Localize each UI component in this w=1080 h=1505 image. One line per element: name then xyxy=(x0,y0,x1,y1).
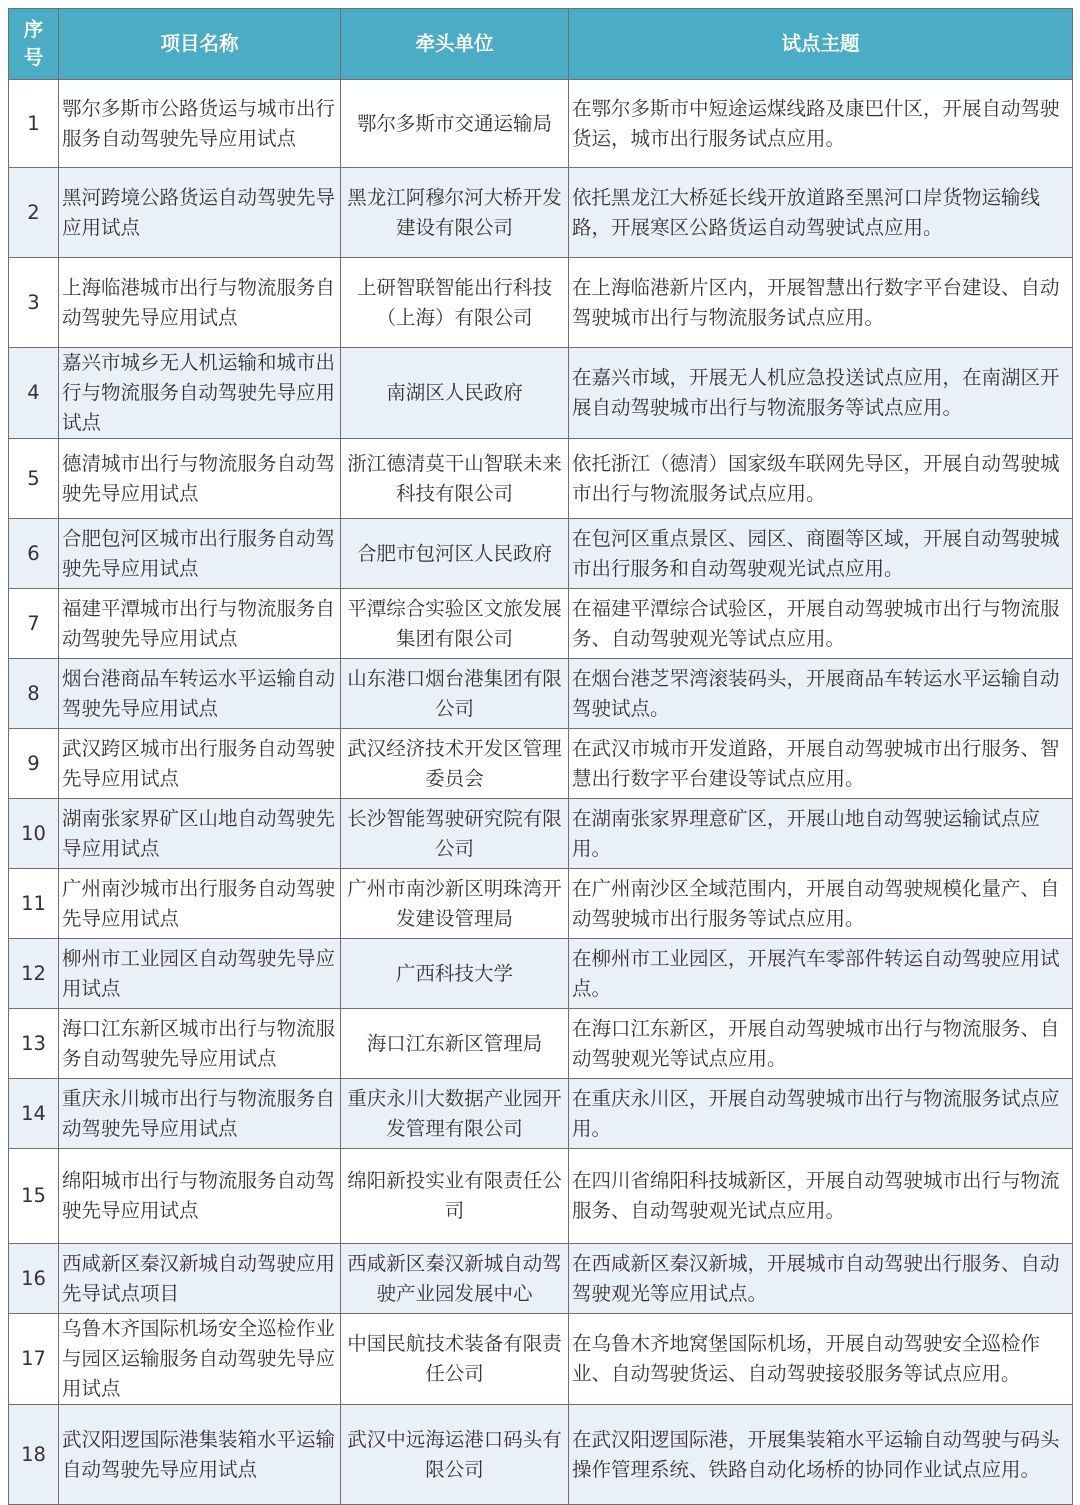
cell-pilot-theme: 在湖南张家界理意矿区，开展山地自动驾驶运输试点应用。 xyxy=(569,799,1073,869)
table-row xyxy=(9,1405,1073,1505)
table-row xyxy=(9,1009,1073,1079)
cell-lead-unit: 西咸新区秦汉新城自动驾驶产业园发展中心 xyxy=(341,1244,569,1314)
cell-lead-unit: 南湖区人民政府 xyxy=(341,348,569,439)
cell-pilot-theme: 在包河区重点景区、园区、商圈等区域，开展自动驾驶城市出行服务和自动驾驶观光试点应用。 xyxy=(569,519,1073,589)
cell-project-name: 柳州市工业园区自动驾驶先导应用试点 xyxy=(59,939,341,1009)
cell-pilot-theme: 在乌鲁木齐地窝堡国际机场，开展自动驾驶安全巡检作业、自动驾驶货运、自动驾驶接驳服务等试点应用。 xyxy=(569,1314,1073,1405)
cell-project-name: 上海临港城市出行与物流服务自动驾驶先导应用试点 xyxy=(59,258,341,348)
cell-lead-unit: 广州市南沙新区明珠湾开发建设管理局 xyxy=(341,869,569,939)
cell-project-name: 绵阳城市出行与物流服务自动驾驶先导应用试点 xyxy=(59,1149,341,1244)
table-row xyxy=(9,939,1073,1009)
cell-lead-unit: 平潭综合实验区文旅发展集团有限公司 xyxy=(341,589,569,659)
table-row xyxy=(9,729,1073,799)
cell-serial-number: 15 xyxy=(9,1149,59,1244)
table-row xyxy=(9,1314,1073,1405)
cell-serial-number: 16 xyxy=(9,1244,59,1314)
cell-pilot-theme: 在四川省绵阳科技城新区，开展自动驾驶城市出行与物流服务、自动驾驶观光试点应用。 xyxy=(569,1149,1073,1244)
cell-lead-unit: 重庆永川大数据产业园开发管理有限公司 xyxy=(341,1079,569,1149)
cell-project-name: 福建平潭城市出行与物流服务自动驾驶先导应用试点 xyxy=(59,589,341,659)
table-body xyxy=(9,80,1073,1505)
cell-pilot-theme: 依托黑龙江大桥延长线开放道路至黑河口岸货物运输线路，开展寒区公路货运自动驾驶试点应用。 xyxy=(569,168,1073,258)
cell-project-name: 烟台港商品车转运水平运输自动驾驶先导应用试点 xyxy=(59,659,341,729)
cell-project-name: 合肥包河区城市出行服务自动驾驶先导应用试点 xyxy=(59,519,341,589)
table-row xyxy=(9,1149,1073,1244)
cell-lead-unit: 广西科技大学 xyxy=(341,939,569,1009)
header-lead-unit: 牵头单位 xyxy=(341,9,569,80)
cell-project-name: 嘉兴市城乡无人机运输和城市出行与物流服务自动驾驶先导应用试点 xyxy=(59,348,341,439)
table-row xyxy=(9,869,1073,939)
cell-lead-unit: 武汉中远海运港口码头有限公司 xyxy=(341,1405,569,1505)
cell-serial-number: 13 xyxy=(9,1009,59,1079)
cell-pilot-theme: 在重庆永川区，开展自动驾驶城市出行与物流服务试点应用。 xyxy=(569,1079,1073,1149)
cell-serial-number: 14 xyxy=(9,1079,59,1149)
cell-serial-number: 9 xyxy=(9,729,59,799)
cell-pilot-theme: 在武汉市城市开发道路，开展自动驾驶城市出行服务、智慧出行数字平台建设等试点应用。 xyxy=(569,729,1073,799)
cell-serial-number: 2 xyxy=(9,168,59,258)
cell-serial-number: 12 xyxy=(9,939,59,1009)
table-row xyxy=(9,439,1073,519)
table-row xyxy=(9,80,1073,168)
table-row xyxy=(9,258,1073,348)
cell-project-name: 重庆永川城市出行与物流服务自动驾驶先导应用试点 xyxy=(59,1079,341,1149)
cell-serial-number: 3 xyxy=(9,258,59,348)
cell-pilot-theme: 在烟台港芝罘湾滚装码头，开展商品车转运水平运输自动驾驶试点。 xyxy=(569,659,1073,729)
cell-serial-number: 17 xyxy=(9,1314,59,1405)
cell-project-name: 黑河跨境公路货运自动驾驶先导应用试点 xyxy=(59,168,341,258)
header-pilot-theme: 试点主题 xyxy=(569,9,1073,80)
table-row xyxy=(9,1244,1073,1314)
cell-pilot-theme: 在鄂尔多斯市中短途运煤线路及康巴什区，开展自动驾驶货运，城市出行服务试点应用。 xyxy=(569,80,1073,168)
cell-project-name: 西咸新区秦汉新城自动驾驶应用先导试点项目 xyxy=(59,1244,341,1314)
cell-pilot-theme: 在西咸新区秦汉新城，开展城市自动驾驶出行服务、自动驾驶观光等应用试点。 xyxy=(569,1244,1073,1314)
cell-lead-unit: 鄂尔多斯市交通运输局 xyxy=(341,80,569,168)
cell-project-name: 武汉阳逻国际港集装箱水平运输自动驾驶先导应用试点 xyxy=(59,1405,341,1505)
cell-lead-unit: 上研智联智能出行科技（上海）有限公司 xyxy=(341,258,569,348)
cell-pilot-theme: 在福建平潭综合试验区，开展自动驾驶城市出行与物流服务、自动驾驶观光等试点应用。 xyxy=(569,589,1073,659)
cell-serial-number: 5 xyxy=(9,439,59,519)
cell-lead-unit: 长沙智能驾驶研究院有限公司 xyxy=(341,799,569,869)
cell-serial-number: 18 xyxy=(9,1405,59,1505)
table-row xyxy=(9,589,1073,659)
table-row xyxy=(9,519,1073,589)
table-row xyxy=(9,659,1073,729)
pilot-projects-table xyxy=(8,8,1073,1505)
cell-project-name: 乌鲁木齐国际机场安全巡检作业与园区运输服务自动驾驶先导应用试点 xyxy=(59,1314,341,1405)
cell-lead-unit: 武汉经济技术开发区管理委员会 xyxy=(341,729,569,799)
cell-serial-number: 10 xyxy=(9,799,59,869)
table-row xyxy=(9,1079,1073,1149)
cell-serial-number: 6 xyxy=(9,519,59,589)
cell-project-name: 海口江东新区城市出行与物流服务自动驾驶先导应用试点 xyxy=(59,1009,341,1079)
cell-pilot-theme: 在武汉阳逻国际港，开展集装箱水平运输自动驾驶与码头操作管理系统、铁路自动化场桥的协同作业试点应用。 xyxy=(569,1405,1073,1505)
cell-lead-unit: 绵阳新投实业有限责任公司 xyxy=(341,1149,569,1244)
cell-serial-number: 8 xyxy=(9,659,59,729)
cell-pilot-theme: 在嘉兴市域，开展无人机应急投送试点应用，在南湖区开展自动驾驶城市出行与物流服务等试点应用。 xyxy=(569,348,1073,439)
cell-pilot-theme: 在柳州市工业园区，开展汽车零部件转运自动驾驶应用试点。 xyxy=(569,939,1073,1009)
cell-pilot-theme: 在上海临港新片区内，开展智慧出行数字平台建设、自动驾驶城市出行与物流服务试点应用。 xyxy=(569,258,1073,348)
table-row xyxy=(9,348,1073,439)
cell-pilot-theme: 在海口江东新区，开展自动驾驶城市出行与物流服务、自动驾驶观光等试点应用。 xyxy=(569,1009,1073,1079)
cell-lead-unit: 山东港口烟台港集团有限公司 xyxy=(341,659,569,729)
header-project-name: 项目名称 xyxy=(59,9,341,80)
cell-serial-number: 4 xyxy=(9,348,59,439)
cell-project-name: 湖南张家界矿区山地自动驾驶先导应用试点 xyxy=(59,799,341,869)
cell-project-name: 德清城市出行与物流服务自动驾驶先导应用试点 xyxy=(59,439,341,519)
header-serial-number: 序号 xyxy=(9,9,59,80)
cell-lead-unit: 中国民航技术装备有限责任公司 xyxy=(341,1314,569,1405)
cell-lead-unit: 浙江德清莫干山智联未来科技有限公司 xyxy=(341,439,569,519)
cell-pilot-theme: 在广州南沙区全域范围内，开展自动驾驶规模化量产、自动驾驶城市出行服务等试点应用。 xyxy=(569,869,1073,939)
cell-serial-number: 11 xyxy=(9,869,59,939)
table-header-row xyxy=(9,9,1073,80)
cell-project-name: 鄂尔多斯市公路货运与城市出行服务自动驾驶先导应用试点 xyxy=(59,80,341,168)
cell-lead-unit: 海口江东新区管理局 xyxy=(341,1009,569,1079)
cell-lead-unit: 合肥市包河区人民政府 xyxy=(341,519,569,589)
cell-project-name: 广州南沙城市出行服务自动驾驶先导应用试点 xyxy=(59,869,341,939)
cell-pilot-theme: 依托浙江（德清）国家级车联网先导区，开展自动驾驶城市出行与物流服务试点应用。 xyxy=(569,439,1073,519)
table-row xyxy=(9,168,1073,258)
cell-project-name: 武汉跨区城市出行服务自动驾驶先导应用试点 xyxy=(59,729,341,799)
cell-serial-number: 1 xyxy=(9,80,59,168)
table-row xyxy=(9,799,1073,869)
cell-lead-unit: 黑龙江阿穆尔河大桥开发建设有限公司 xyxy=(341,168,569,258)
cell-serial-number: 7 xyxy=(9,589,59,659)
